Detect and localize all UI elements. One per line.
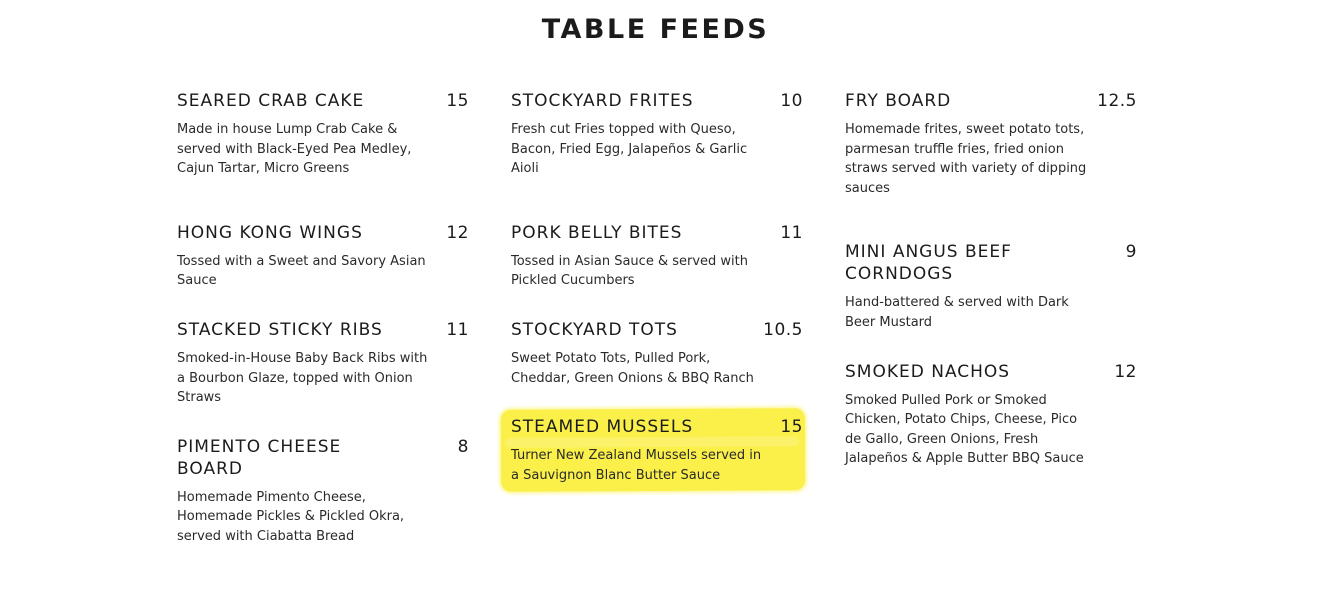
item-name: SEARED CRAB CAKE: [177, 91, 365, 111]
item-description: Hand-battered & served with Dark Beer Mustard: [845, 295, 1069, 330]
item-name: MINI ANGUS BEEF CORNDOGS: [845, 242, 1012, 285]
item-price: 8: [457, 436, 469, 457]
menu-column-2: [511, 89, 803, 512]
menu-item-mini-angus-beef-corndogs: [845, 240, 1137, 332]
menu-item-smoked-nachos: [845, 360, 1137, 469]
item-name: PIMENTO CHEESE BOARD: [177, 436, 342, 479]
item-name: STOCKYARD TOTS: [511, 319, 678, 340]
item-name: STEAMED MUSSELS: [511, 417, 694, 438]
item-name: HONG KONG WINGS: [177, 222, 363, 243]
item-description: Fresh cut Fries topped with Queso, Bacon, Fried Egg, Jalapeños & Garlic Aioli: [511, 122, 748, 177]
menu-item-steamed-mussels: [511, 415, 803, 485]
item-price: 15: [780, 417, 803, 438]
item-description: Homemade frites, sweet potato tots, parmesan truffle fries, fried onion straws served with variety of dipping sauces: [845, 122, 1087, 196]
item-price: 12: [446, 222, 469, 243]
item-description: Smoked Pulled Pork or Smoked Chicken, Potato Chips, Cheese, Pico de Gallo, Green Onions, Fresh Jalapeños & Apple Butter BBQ Sauce: [845, 392, 1084, 467]
item-name: FRY BOARD: [845, 91, 952, 111]
item-price: 11: [446, 319, 469, 340]
menu-item-stockyard-tots: [511, 318, 803, 388]
item-name: PORK BELLY BITES: [511, 222, 683, 243]
item-price: 10.5: [763, 319, 803, 340]
menu-item-fry-board: [845, 89, 1137, 198]
item-price: 10: [780, 91, 803, 111]
item-price: 15: [446, 91, 469, 111]
item-price: 12.5: [1097, 91, 1137, 111]
item-name: SMOKED NACHOS: [845, 361, 1011, 382]
item-description: Turner New Zealand Mussels served in a Sauvignon Blanc Butter Sauce: [511, 448, 762, 483]
item-price: 12: [1114, 361, 1137, 382]
item-description: Tossed with a Sweet and Savory Asian Sauce: [177, 253, 426, 289]
item-name: STOCKYARD FRITES: [511, 91, 694, 111]
menu-item-pork-belly-bites: [511, 221, 803, 291]
page-title: TABLE FEEDS: [541, 14, 770, 45]
menu-column-1: [177, 89, 469, 574]
item-description: Made in house Lump Crab Cake & served with Black-Eyed Pea Medley, Cajun Tartar, Micro Greens: [177, 122, 412, 177]
item-price: 11: [780, 222, 803, 243]
item-description: Tossed in Asian Sauce & served with Pickled Cucumbers: [511, 253, 748, 289]
menu-item-seared-crab-cake: [177, 89, 469, 179]
item-description: Sweet Potato Tots, Pulled Pork, Cheddar, Green Onions & BBQ Ranch: [511, 350, 754, 386]
menu-item-hong-kong-wings: [177, 221, 469, 291]
menu-item-stacked-sticky-ribs: [177, 318, 469, 408]
menu-item-pimento-cheese-board: [177, 435, 469, 547]
item-description: Homemade Pimento Cheese, Homemade Pickles & Pickled Okra, served with Ciabatta Bread: [177, 489, 405, 544]
menu-column-3: [845, 89, 1137, 496]
item-description: Smoked-in-House Baby Back Ribs with a Bourbon Glaze, topped with Onion Straws: [177, 350, 428, 406]
menu-item-stockyard-frites: [511, 89, 803, 179]
item-price: 9: [1125, 242, 1137, 263]
item-name: STACKED STICKY RIBS: [177, 319, 383, 340]
